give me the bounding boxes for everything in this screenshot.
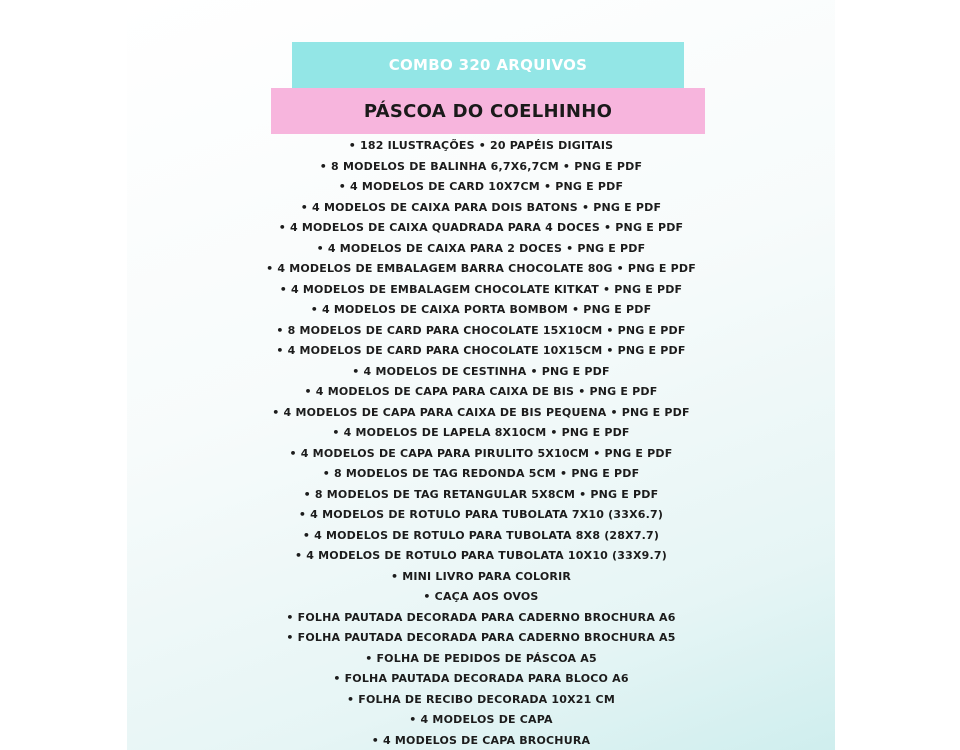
- list-item: • FOLHA PAUTADA DECORADA PARA CADERNO BROCHURA A6: [286, 610, 676, 624]
- list-item: • FOLHA DE RECIBO DECORADA 10X21 CM: [347, 692, 615, 706]
- list-item: • 4 MODELOS DE CAPA: [409, 713, 553, 726]
- items-list: [127, 136, 835, 750]
- list-item: • 4 MODELOS DE EMBALAGEM CHOCOLATE KITKAT • PNG E PDF: [279, 282, 683, 296]
- list-item: • 4 MODELOS DE ROTULO PARA TUBOLATA 10X10 (33X9.7): [294, 549, 667, 562]
- list-item: • 182 ILUSTRAÇÕES • 20 PAPÉIS DIGITAIS: [348, 139, 614, 152]
- title-banner: [271, 88, 705, 134]
- list-item: • 8 MODELOS DE CARD PARA CHOCOLATE 15X10CM • PNG E PDF: [276, 323, 686, 337]
- list-item: • 4 MODELOS DE EMBALAGEM BARRA CHOCOLATE 80G • PNG E PDF: [266, 262, 696, 275]
- combo-label: COMBO 320 ARQUIVOS: [388, 56, 588, 74]
- list-item: • 8 MODELOS DE TAG RETANGULAR 5X8CM • PNG E PDF: [303, 487, 659, 501]
- list-item: • 4 MODELOS DE CARD PARA CHOCOLATE 10X15CM • PNG E PDF: [276, 344, 686, 357]
- list-item: • 4 MODELOS DE ROTULO PARA TUBOLATA 8X8 (28X7.7): [302, 528, 660, 542]
- list-item: • 4 MODELOS DE ROTULO PARA TUBOLATA 7X10 (33X6.7): [298, 508, 664, 521]
- list-item: • 4 MODELOS DE CAPA PARA PIRULITO 5X10CM • PNG E PDF: [289, 446, 673, 460]
- list-item: • 4 MODELOS DE LAPELA 8X10CM • PNG E PDF: [332, 426, 630, 439]
- combo-banner: [292, 42, 684, 88]
- list-item: • CAÇA AOS OVOS: [423, 590, 539, 603]
- list-item: • 4 MODELOS DE CAIXA QUADRADA PARA 4 DOCES • PNG E PDF: [278, 221, 684, 234]
- list-item: • 8 MODELOS DE BALINHA 6,7X6,7CM • PNG E PDF: [319, 159, 643, 173]
- list-item: • MINI LIVRO PARA COLORIR: [390, 569, 572, 583]
- list-item: • 4 MODELOS DE CAPA PARA CAIXA DE BIS PEQUENA • PNG E PDF: [272, 405, 690, 419]
- list-item: • 4 MODELOS DE CAIXA PARA 2 DOCES • PNG E PDF: [316, 241, 646, 255]
- list-item: • 4 MODELOS DE CAPA PARA CAIXA DE BIS • PNG E PDF: [304, 385, 658, 398]
- list-item: • FOLHA PAUTADA DECORADA PARA BLOCO A6: [333, 672, 629, 685]
- page-title: PÁSCOA DO COELHINHO: [363, 100, 613, 122]
- list-item: • FOLHA PAUTADA DECORADA PARA CADERNO BROCHURA A5: [286, 631, 676, 644]
- list-item: • FOLHA DE PEDIDOS DE PÁSCOA A5: [365, 651, 597, 665]
- list-item: • 4 MODELOS DE CESTINHA • PNG E PDF: [352, 364, 610, 378]
- list-item: • 4 MODELOS DE CAIXA PARA DOIS BATONS • PNG E PDF: [300, 200, 662, 214]
- list-item: • 4 MODELOS DE CAPA BROCHURA: [371, 733, 591, 747]
- list-item: • 4 MODELOS DE CARD 10X7CM • PNG E PDF: [338, 180, 624, 193]
- list-item: • 8 MODELOS DE TAG REDONDA 5CM • PNG E PDF: [322, 467, 640, 480]
- list-item: • 4 MODELOS DE CAIXA PORTA BOMBOM • PNG E PDF: [310, 303, 652, 316]
